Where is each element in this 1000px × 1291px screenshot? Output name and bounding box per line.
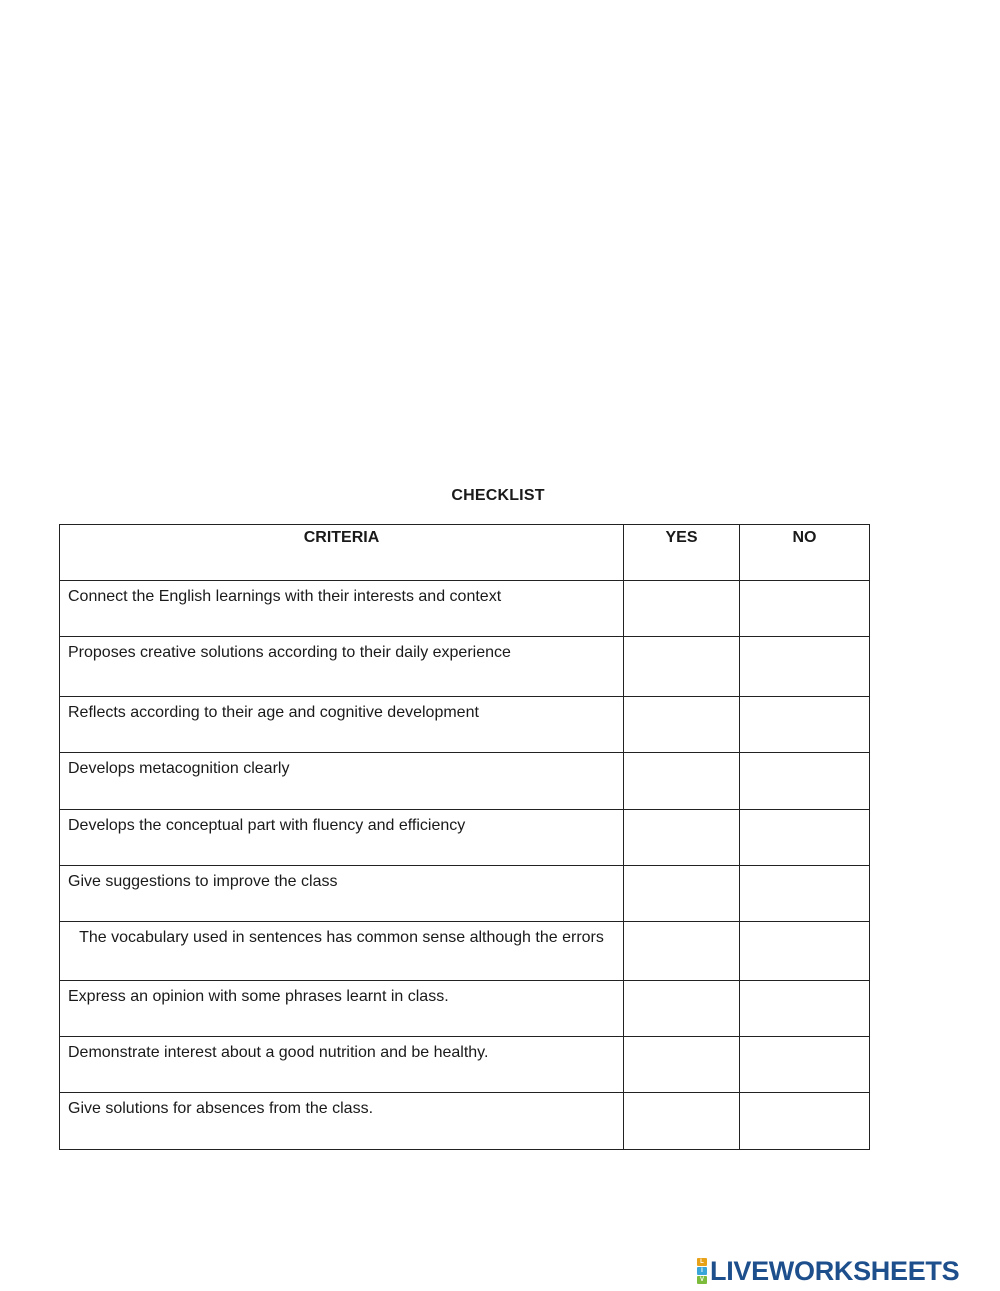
yes-cell[interactable]	[624, 922, 740, 981]
no-cell[interactable]	[740, 866, 870, 922]
header-criteria: CRITERIA	[60, 525, 624, 581]
criteria-cell: Give suggestions to improve the class	[60, 866, 624, 922]
header-row	[60, 525, 870, 581]
logo-letter-l: L	[697, 1258, 707, 1266]
no-cell[interactable]	[740, 637, 870, 697]
header-no: NO	[740, 525, 870, 581]
criteria-cell: Demonstrate interest about a good nutrition and be healthy.	[60, 1037, 624, 1093]
no-cell[interactable]	[740, 1093, 870, 1150]
table-row	[60, 753, 870, 810]
criteria-cell: Reflects according to their age and cognitive development	[60, 697, 624, 753]
yes-cell[interactable]	[624, 581, 740, 637]
table-row	[60, 981, 870, 1037]
criteria-cell: Develops the conceptual part with fluency and efficiency	[60, 810, 624, 866]
liveworksheets-mark-icon	[697, 1258, 707, 1284]
table-row	[60, 697, 870, 753]
criteria-cell: Develops metacognition clearly	[60, 753, 624, 810]
yes-cell[interactable]	[624, 1093, 740, 1150]
no-cell[interactable]	[740, 697, 870, 753]
liveworksheets-logo	[697, 1254, 959, 1288]
logo-letter-i: I	[697, 1267, 707, 1275]
table-row	[60, 637, 870, 697]
table-row	[60, 1093, 870, 1150]
yes-cell[interactable]	[624, 1037, 740, 1093]
table-row	[60, 1037, 870, 1093]
checklist-title: CHECKLIST	[451, 487, 545, 504]
yes-cell[interactable]	[624, 810, 740, 866]
table-row	[60, 922, 870, 981]
yes-cell[interactable]	[624, 697, 740, 753]
criteria-cell: Connect the English learnings with their interests and context	[60, 581, 624, 637]
logo-letter-v: V	[697, 1276, 707, 1284]
table-row	[60, 581, 870, 637]
table-row	[60, 810, 870, 866]
no-cell[interactable]	[740, 810, 870, 866]
no-cell[interactable]	[740, 922, 870, 981]
header-yes: YES	[624, 525, 740, 581]
liveworksheets-wordmark: LIVEWORKSHEETS	[710, 1255, 960, 1286]
no-cell[interactable]	[740, 1037, 870, 1093]
yes-cell[interactable]	[624, 866, 740, 922]
table-row	[60, 866, 870, 922]
no-cell[interactable]	[740, 581, 870, 637]
yes-cell[interactable]	[624, 637, 740, 697]
yes-cell[interactable]	[624, 753, 740, 810]
no-cell[interactable]	[740, 753, 870, 810]
criteria-cell: The vocabulary used in sentences has common sense although the errors	[60, 922, 624, 981]
no-cell[interactable]	[740, 981, 870, 1037]
yes-cell[interactable]	[624, 981, 740, 1037]
criteria-cell: Give solutions for absences from the class.	[60, 1093, 624, 1150]
checklist-table	[59, 524, 870, 1150]
criteria-cell: Proposes creative solutions according to their daily experience	[60, 637, 624, 697]
criteria-cell: Express an opinion with some phrases learnt in class.	[60, 981, 624, 1037]
